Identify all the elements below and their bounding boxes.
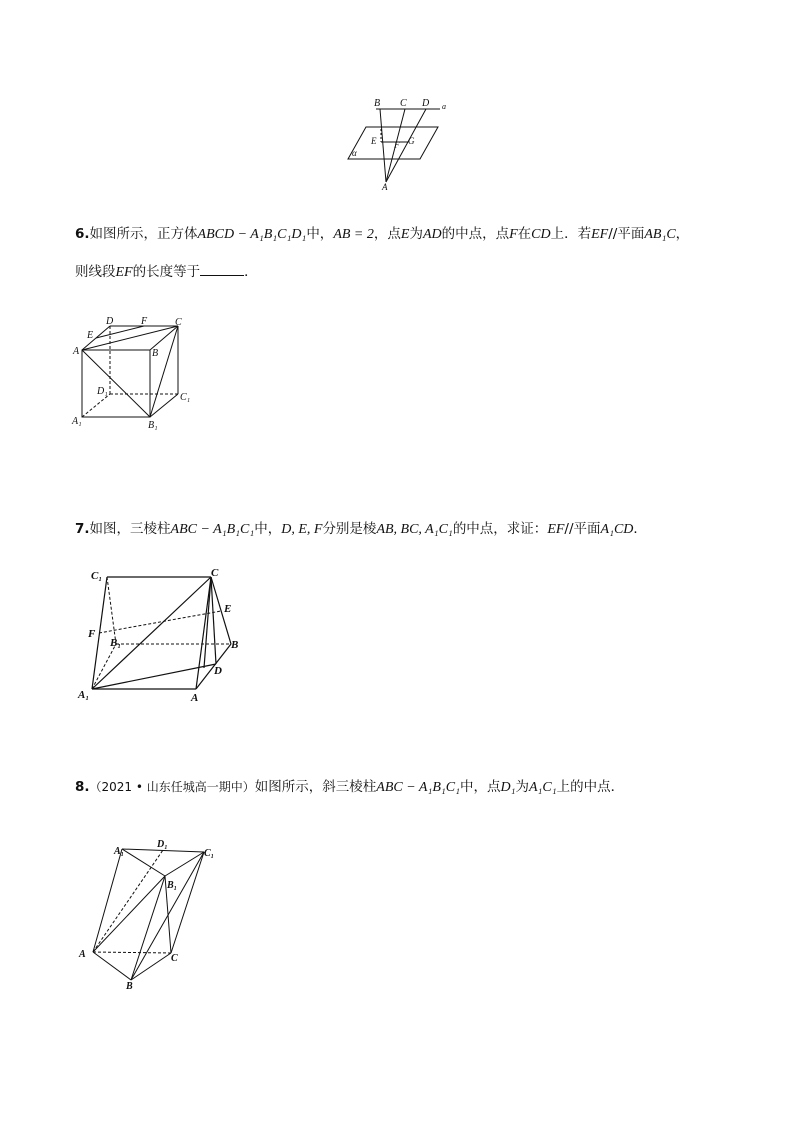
label-B1: B₁ <box>148 420 158 431</box>
label-B: B <box>126 981 133 992</box>
figure-plane-line <box>338 92 458 192</box>
label-E: E <box>224 603 232 615</box>
line-AD <box>386 109 426 182</box>
label-alpha: α <box>352 148 357 158</box>
label-F: F <box>88 628 96 640</box>
label-F: F <box>141 316 148 327</box>
label-C: C <box>400 98 407 109</box>
label-D1: D₁ <box>157 839 168 850</box>
label-A: A <box>382 182 388 192</box>
label-D: D <box>214 665 222 677</box>
question-number: 8. <box>75 779 90 795</box>
label-F: F <box>394 140 400 150</box>
label-B: B <box>152 348 159 359</box>
question-8: 8.（2021 • 山东任城高一期中）如图所示，斜三棱柱ABC − A₁B₁C₁中，点D₁为A₁C₁上的中点． <box>75 779 625 795</box>
figure-prism-q7 <box>76 564 266 704</box>
label-C: C <box>171 953 178 964</box>
label-C: C <box>175 317 182 328</box>
label-A: A <box>79 949 86 960</box>
answer-blank[interactable] <box>200 263 244 276</box>
figure-cube <box>70 314 200 434</box>
label-E: E <box>87 330 94 341</box>
label-A1: A₁ <box>114 846 125 857</box>
label-B1: B₁ <box>110 637 122 649</box>
label-B: B <box>374 98 381 109</box>
question-number: 7. <box>75 521 90 537</box>
label-E: E <box>371 136 377 146</box>
label-A1: A₁ <box>78 689 90 701</box>
label-C1: C₁ <box>204 848 215 859</box>
label-G: G <box>408 136 415 146</box>
label-D: D <box>422 98 430 109</box>
figure-prism-q8 <box>76 834 226 994</box>
label-C1: C₁ <box>180 392 191 403</box>
label-A1: A₁ <box>72 416 82 427</box>
label-D1: D₁ <box>97 386 108 397</box>
label-D: D <box>106 316 114 327</box>
label-A: A <box>73 346 80 357</box>
question-source: （2021 • 山东任城高一期中） <box>89 780 255 794</box>
question-6-line1: 6.如图所示，正方体ABCD − A₁B₁C₁D₁中，AB = 2，点E为AD的中点，点F在CD上．若EF//平面AB₁C， <box>75 226 690 242</box>
label-C1: C₁ <box>91 570 103 582</box>
question-number: 6. <box>75 226 90 242</box>
line-AB <box>380 109 386 182</box>
label-B1: B₁ <box>167 880 178 891</box>
label-a: a <box>442 102 446 111</box>
label-C: C <box>211 567 219 579</box>
question-6-line2: 则线段EF的长度等于 ． <box>75 264 258 280</box>
question-7: 7.如图，三棱柱ABC − A₁B₁C₁中，D, E, F分别是棱AB, BC, A₁C₁的中点，求证：EF//平面A₁CD． <box>75 521 647 537</box>
label-A: A <box>191 692 199 704</box>
label-B: B <box>231 639 239 651</box>
